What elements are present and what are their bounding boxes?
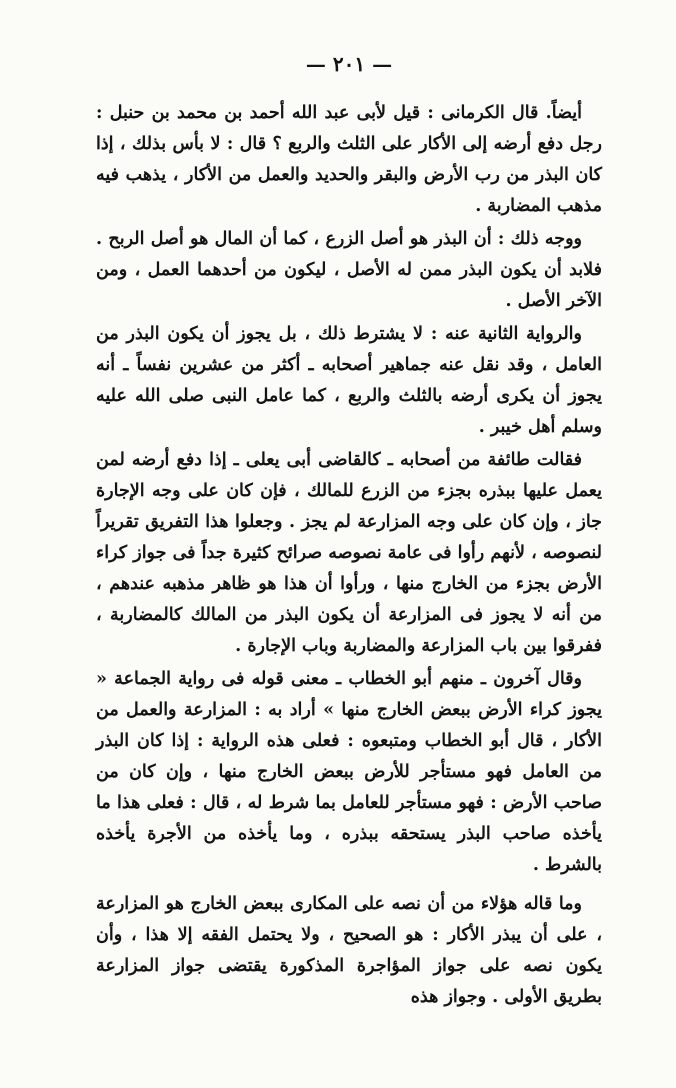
paragraph-5: وقال آخرون ـ منهم أبو الخطاب ـ معنى قوله فى رواية الجماعة « يجوز كراء الأرض ببعض الخارج منها » أراد به : المزارعة والعمل من الأكار ، قال أبو الخطاب ومتبعوه : فعلى هذه الرواية : إذا كان البذر من العامل فهو مستأجر للأرض ببعض الخارج منها ، وإن كان من صاحب الأرض : فهو مستأجر للعامل بما شرط له ، قال : فعلى هذا ما يأخذه صاحب البذر يستحقه ببذره ، وما يأخذه من الأجرة يأخذه بالشرط .	[96, 669, 602, 875]
paragraph-6: وما قاله هؤلاء من أن نصه على المكارى ببعض الخارج هو المزارعة ، على أن يبذر الأكار : هو الصحيح ، ولا يحتمل الفقه إلا هذا ، وأن يكون نصه على جواز المؤاجرة المذكورة يقتضى جواز المزارعة بطريق الأولى . وجواز هذه	[96, 894, 602, 1007]
paragraph-1: أيضاً. قال الكرمانى : قيل لأبى عبد الله أحمد بن محمد بن حنبل : رجل دفع أرضه إلى الأكار على الثلث والربع ؟ قال : لا بأس بذلك ، إذا كان البذر من رب الأرض والبقر والحديد والعمل من الأكار ، يذهب فيه مذهب المضاربة .	[96, 103, 602, 216]
page-number: — ٢٠١ —	[305, 52, 393, 76]
paragraph-2: ووجه ذلك : أن البذر هو أصل الزرع ، كما أن المال هو أصل الربح . فلابد أن يكون البذر ممن له الأصل ، ليكون من أحدهما العمل ، ومن الآخر الأصل .	[96, 229, 602, 311]
page-body	[96, 98, 602, 1013]
paragraph-3: والرواية الثانية عنه : لا يشترط ذلك ، بل يجوز أن يكون البذر من العامل ، وقد نقل عنه جماهير أصحابه ـ أكثر من عشرين نفساً ـ أنه يجوز أن يكرى أرضه بالثلث والربع ، كما عامل النبى صلى الله عليه وسلم أهل خيبر .	[96, 324, 602, 437]
paragraph-4: فقالت طائفة من أصحابه ـ كالقاضى أبى يعلى ـ إذا دفع أرضه لمن يعمل عليها ببذره بجزء من الزرع للمالك ، فإن كان على وجه الإجارة جاز ، وإن كان على وجه المزارعة لم يجز . وجعلوا هذا التفريق تقريراً لنصوصه ، لأنهم رأوا فى عامة نصوصه صرائح كثيرة جداً فى جواز كراء الأرض بجزء من الخارج منها ، ورأوا أن هذا هو ظاهر مذهبه عندهم ، من أنه لا يجوز فى المزارعة أن يكون البذر من المالك كالمضاربة ، ففرقوا بين باب المزارعة والمضاربة وباب الإجارة .	[96, 450, 602, 656]
